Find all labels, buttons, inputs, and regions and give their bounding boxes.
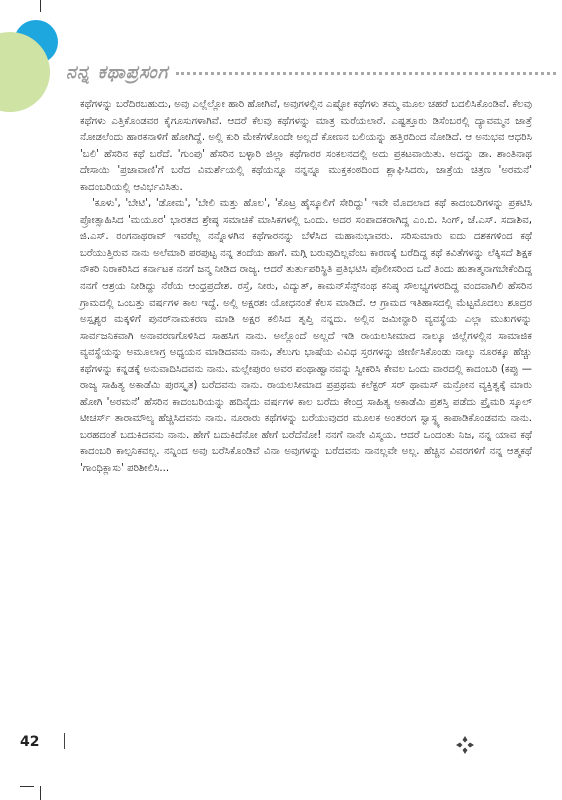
section-title: ನನ್ನ ಕಥಾಪ್ರಸಂಗ [66, 62, 169, 83]
page-number: 42 [20, 734, 40, 750]
decorative-circles [0, 20, 60, 130]
crop-mark-bottom-left-v [40, 786, 41, 800]
crop-mark-top [40, 0, 41, 12]
body-text [80, 97, 532, 478]
four-diamond-ornament-icon [456, 736, 474, 754]
title-dotted-rule [176, 72, 556, 75]
paragraph-1: ಕಥೆಗಳನ್ನು ಬರೆದಿರಬಹುದು, ಅವು ಎಲ್ಲೆಲ್ಲೋ ಹಾರಿ ಹೋಗಿವೆ, ಅವುಗಳಲ್ಲಿನ ಎಷ್ಟೋ ಕಥೆಗಳು ತಮ್ಮ ಮೂಲ ಚಹರೆ ಬದಲಿಸಿಕೊಂಡಿವೆ. ಕೆಲವು ಕಥೆಗಳು ಎತ್ತಿಕೊಂಡವರ ಕೈಗೂಸುಗಳಾಗಿವೆ. ಆದರೆ ಕೆಲವು ಕಥೆಗಳನ್ನು ಮಾತ್ರ ಮರೆಯಲಾರೆ. ಎಷ್ಟತ್ತೂರು ಡಿಸೆಂಬರಲ್ಲಿ ದ್ಯಾವಮ್ಮನ ಜಾತ್ರೆ ನೋಡಲೆಂದು ಹಾರಕನಾಳಿಗೆ ಹೋಗಿದ್ದೆ. ಅಲ್ಲಿ ಕುರಿ ಮೇಕೆಗಳೊಂದೇ ಅಲ್ಲದೆ ಕೋಣನ ಬಲಿಯನ್ನು ಹತ್ತಿರದಿಂದ ನೋಡಿದೆ. ಆ ಅನುಭವ ಆಧರಿಸಿ 'ಬಲಿ' ಹೆಸರಿನ ಕಥೆ ಬರೆದೆ. 'ಗುಂಪು' ಹೆಸರಿನ ಬಳ್ಳಾರಿ ಜಿಲ್ಲಾ ಕಥೆಗಾರರ ಸಂಕಲನದಲ್ಲಿ ಅದು ಪ್ರಕಟವಾಯಿತು. ಅದನ್ನು ಡಾ. ಶಾಂತಿನಾಥ ದೇಸಾಯಿ 'ಪ್ರಜಾವಾಣಿ'ಗೆ ಬರೆದ ವಿಮರ್ಶೆಯಲ್ಲಿ ಕಥೆಯನ್ನೂ ನನ್ನನ್ನೂ ಮುಕ್ತಕಂಠದಿಂದ ಶ್ಲಾಘಿಸಿದರು, ಜಾತ್ರೆಯ ಚಿತ್ರಣ 'ಅರಮನೆ' ಕಾದಂಬರಿಯಲ್ಲಿ ಆವಿರ್ಭವಿಸಿತು. [80, 99, 532, 193]
crop-mark-bottom-left-h [20, 786, 34, 787]
paragraph-2: 'ಕೂಳು', 'ಬೇಟಿ', 'ಡೋಮ', 'ಬೇಲಿ ಮತ್ತು ಹೊಲ', 'ಕೊಟ್ರ ಹೈಸ್ಕೂಲಿಗೆ ಸೇರಿದ್ದು' ಇವೇ ಮೊದಲಾದ ಕಥೆ ಕಾದಂಬರಿಗಳನ್ನು ಪ್ರಕಟಿಸಿ ಪ್ರೋತ್ಸಾಹಿಸಿದ 'ಮಯೂರ' ಭಾರತದ ಶ್ರೇಷ್ಠ ಸಮಾಚಿಕೆ ಮಾಸಿಕಗಳಲ್ಲಿ ಒಂದು. ಅದರ ಸಂಪಾದಕರಾಗಿದ್ದ ಎಂ.ಬಿ. ಸಿಂಗ್, ಜೆ.ಎಸ್. ಸದಾಶಿವ, ಜಿ.ಎಸ್. ರಂಗನಾಥರಾವ್ ಇವರೆಲ್ಲ ನನ್ನೊಳಗಿನ ಕಥೆಗಾರನನ್ನು ಬೆಳೆಸಿದ ಮಹಾನುಭಾವರು. ಸರಿಸುಮಾರು ಐದು ದಶಕಗಳಿಂದ ಕಥೆ ಬರೆಯುತ್ತಿರುವ ನಾನು ಅಲೆಮಾರಿ ಪರಪುಟ್ಟ ನನ್ನ ತಂದೆಯ ಹಾಗೆ. ಮಗ್ಗಿ ಬರುವುದಿಲ್ಲವೆಂಬ ಕಾರಣಕ್ಕೆ ಬರೆದಿದ್ದ ಕಥೆ ಕವಿತೆಗಳನ್ನು ಲೆಕ್ಕಿಸದೆ ಶಿಕ್ಷಕ ನೌಕರಿ ನಿರಾಕರಿಸಿದ ಕರ್ನಾಟಕ ನನಗೆ ಜನ್ಮ ನೀಡಿದ ರಾಜ್ಯ. ಆದರೆ ತುರ್ತುಪರಿಸ್ಥಿತಿ ಪ್ರತಿಭಟಿಸಿ ಪೊಲೀಸರಿಂದ ಒದೆ ತಿಂದು ಹುತಾತ್ಮನಾಗಬೇಕೆಂದಿದ್ದ ನನಗೆ ಆಶ್ರಯ ನೀಡಿದ್ದು ನೆರೆಯ ಆಂಧ್ರಪ್ರದೇಶ. ರಸ್ತೆ, ನೀರು, ವಿದ್ಯುತ್, ಕಾಮನ್‌ಸೆನ್ಸ್‌ನಂಥ ಕನಿಷ್ಠ ಸೌಲಭ್ಯಗಳರದಿದ್ದ ವಂದವಾಗಿಲಿ ಹೆಸರಿನ ಗ್ರಾಮದಲ್ಲಿ ಒಂಬತ್ತು ವರ್ಷಗಳ ಕಾಲ ಇದ್ದೆ. ಅಲ್ಲಿ ಅಕ್ಷರಶಃ ಯೋಧನಂತೆ ಕೆಲಸ ಮಾಡಿದೆ. ಆ ಗ್ರಾಮದ ಇತಿಹಾಸದಲ್ಲಿ ಮೆಟ್ಟಮೊದಲು ಶೂದ್ರರ ಅಸ್ಪೃಶ್ಯರ ಮಕ್ಕಳಿಗೆ ಪುನರ್‌ನಾಮಕರಣ ಮಾಡಿ ಅಕ್ಷರ ಕಲಿಸಿದ ತೃಪ್ತಿ ನನ್ನದು. ಅಲ್ಲಿನ ಜಮೀನ್ದಾರಿ ವ್ಯವಸ್ಥೆಯ ಎಲ್ಲಾ ಮುಖಗಳನ್ನು ಸಾರ್ವಜನಿಕವಾಗಿ ಅನಾವರಣಗೊಳಿಸಿದ ಸಾಹಸಿಗ ನಾನು. ಅಲ್ಲೊಂದೆ ಅಲ್ಲದೆ ಇಡಿ ರಾಯಲಸೀಮಾದ ನಾಲ್ಕೂ ಜಿಲ್ಲೆಗಳಲ್ಲಿನ ಸಾಮಾಜಿಕ ವ್ಯವಸ್ಥೆಯನ್ನು ಅಮೂಲಾಗ್ರ ಅಧ್ಯಯನ ಮಾಡಿದವನು ನಾನು, ತೆಲುಗು ಭಾಷೆಯ ವಿವಿಧ ಸ್ತರಗಳನ್ನು ಜೀರ್ಣಿಸಿಕೊಂಡು ನಾಲ್ಕು ನೂರಕ್ಕೂ ಹೆಚ್ಚು ಕಥೆಗಳನ್ನು ಕನ್ನಡಕ್ಕೆ ಅನುವಾದಿಸಿದವನು ನಾನು. ಮಲ್ಲೇಪುರಂ ಅವರ ಪಂಥಾಹ್ವಾನವನ್ನು ಸ್ವೀಕರಿಸಿ ಕೇವಲ ಒಂದು ವಾರದಲ್ಲಿ ಕಾದಂಬರಿ (ಕಪ್ಪು — ರಾಜ್ಯ ಸಾಹಿತ್ಯ ಅಕಾಡೆಮಿ ಪುರಸ್ಕೃತ) ಬರೆದವನು ನಾನು. ರಾಯಲಸೀಮಾದ ಪ್ರಪ್ರಥಮ ಕಲೆಕ್ಟರ್ ಸರ್ ಥಾಮಸ್ ಮನ್ರೋನ ವ್ಯಕ್ತಿತ್ವಕ್ಕೆ ಮಾರು ಹೋಗಿ 'ಅರಮನೆ' ಹೆಸರಿನ ಕಾದಂಬರಿಯನ್ನು ಹದಿನೈದು ವರ್ಷಗಳ ಕಾಲ ಬರೆದು ಕೇಂದ್ರ ಸಾಹಿತ್ಯ ಅಕಾಡೆಮಿ ಪ್ರಶಸ್ತಿ ಪಡೆದು ಪ್ರೈಮರಿ ಸ್ಕೂಲ್ ಟೀಚರ್ಸ್ ತಾರಾಮೌಲ್ಯ ಹೆಚ್ಚಿಸಿದವನು ನಾನು. ನೂರಾರು ಕಥೆಗಳನ್ನು ಬರೆಯುವುದರ ಮೂಲಕ ಅಂತರಂಗ ಸ್ವಾಸ್ಥ್ಯ ಕಾಪಾಡಿಕೊಂಡವನು ನಾನು. ಬರಹದಂತೆ ಬದುಕಿದವನು ನಾನು. ಹೇಗೆ ಬದುಕಿದೆನೋ ಹೇಗೆ ಬರೆದೆನೋ! ನನಗೆ ನಾನೇ ವಿಸ್ಮಯ. ಆದರೆ ಒಂದಂತು ನಿಜ, ನನ್ನ ಯಾವ ಕಥೆ ಕಾದಂಬರಿ ಕಾಲ್ಪನಿಕವಲ್ಲ. ನನ್ನಿಂದ ಅವು ಬರೆಸಿಕೊಂಡಿವೆ ವಿನಾ ಅವುಗಳನ್ನು ಬರೆದವನು ನಾನಲ್ಲವೇ ಅಲ್ಲ. ಹೆಚ್ಚಿನ ವಿವರಗಳಿಗೆ ನನ್ನ ಆತ್ಮಕಥೆ 'ಗಾಂಧಿಕ್ಲಾಸು' ಪರಿಶೀಲಿಸಿ... [80, 198, 532, 475]
page-number-divider [64, 733, 65, 749]
